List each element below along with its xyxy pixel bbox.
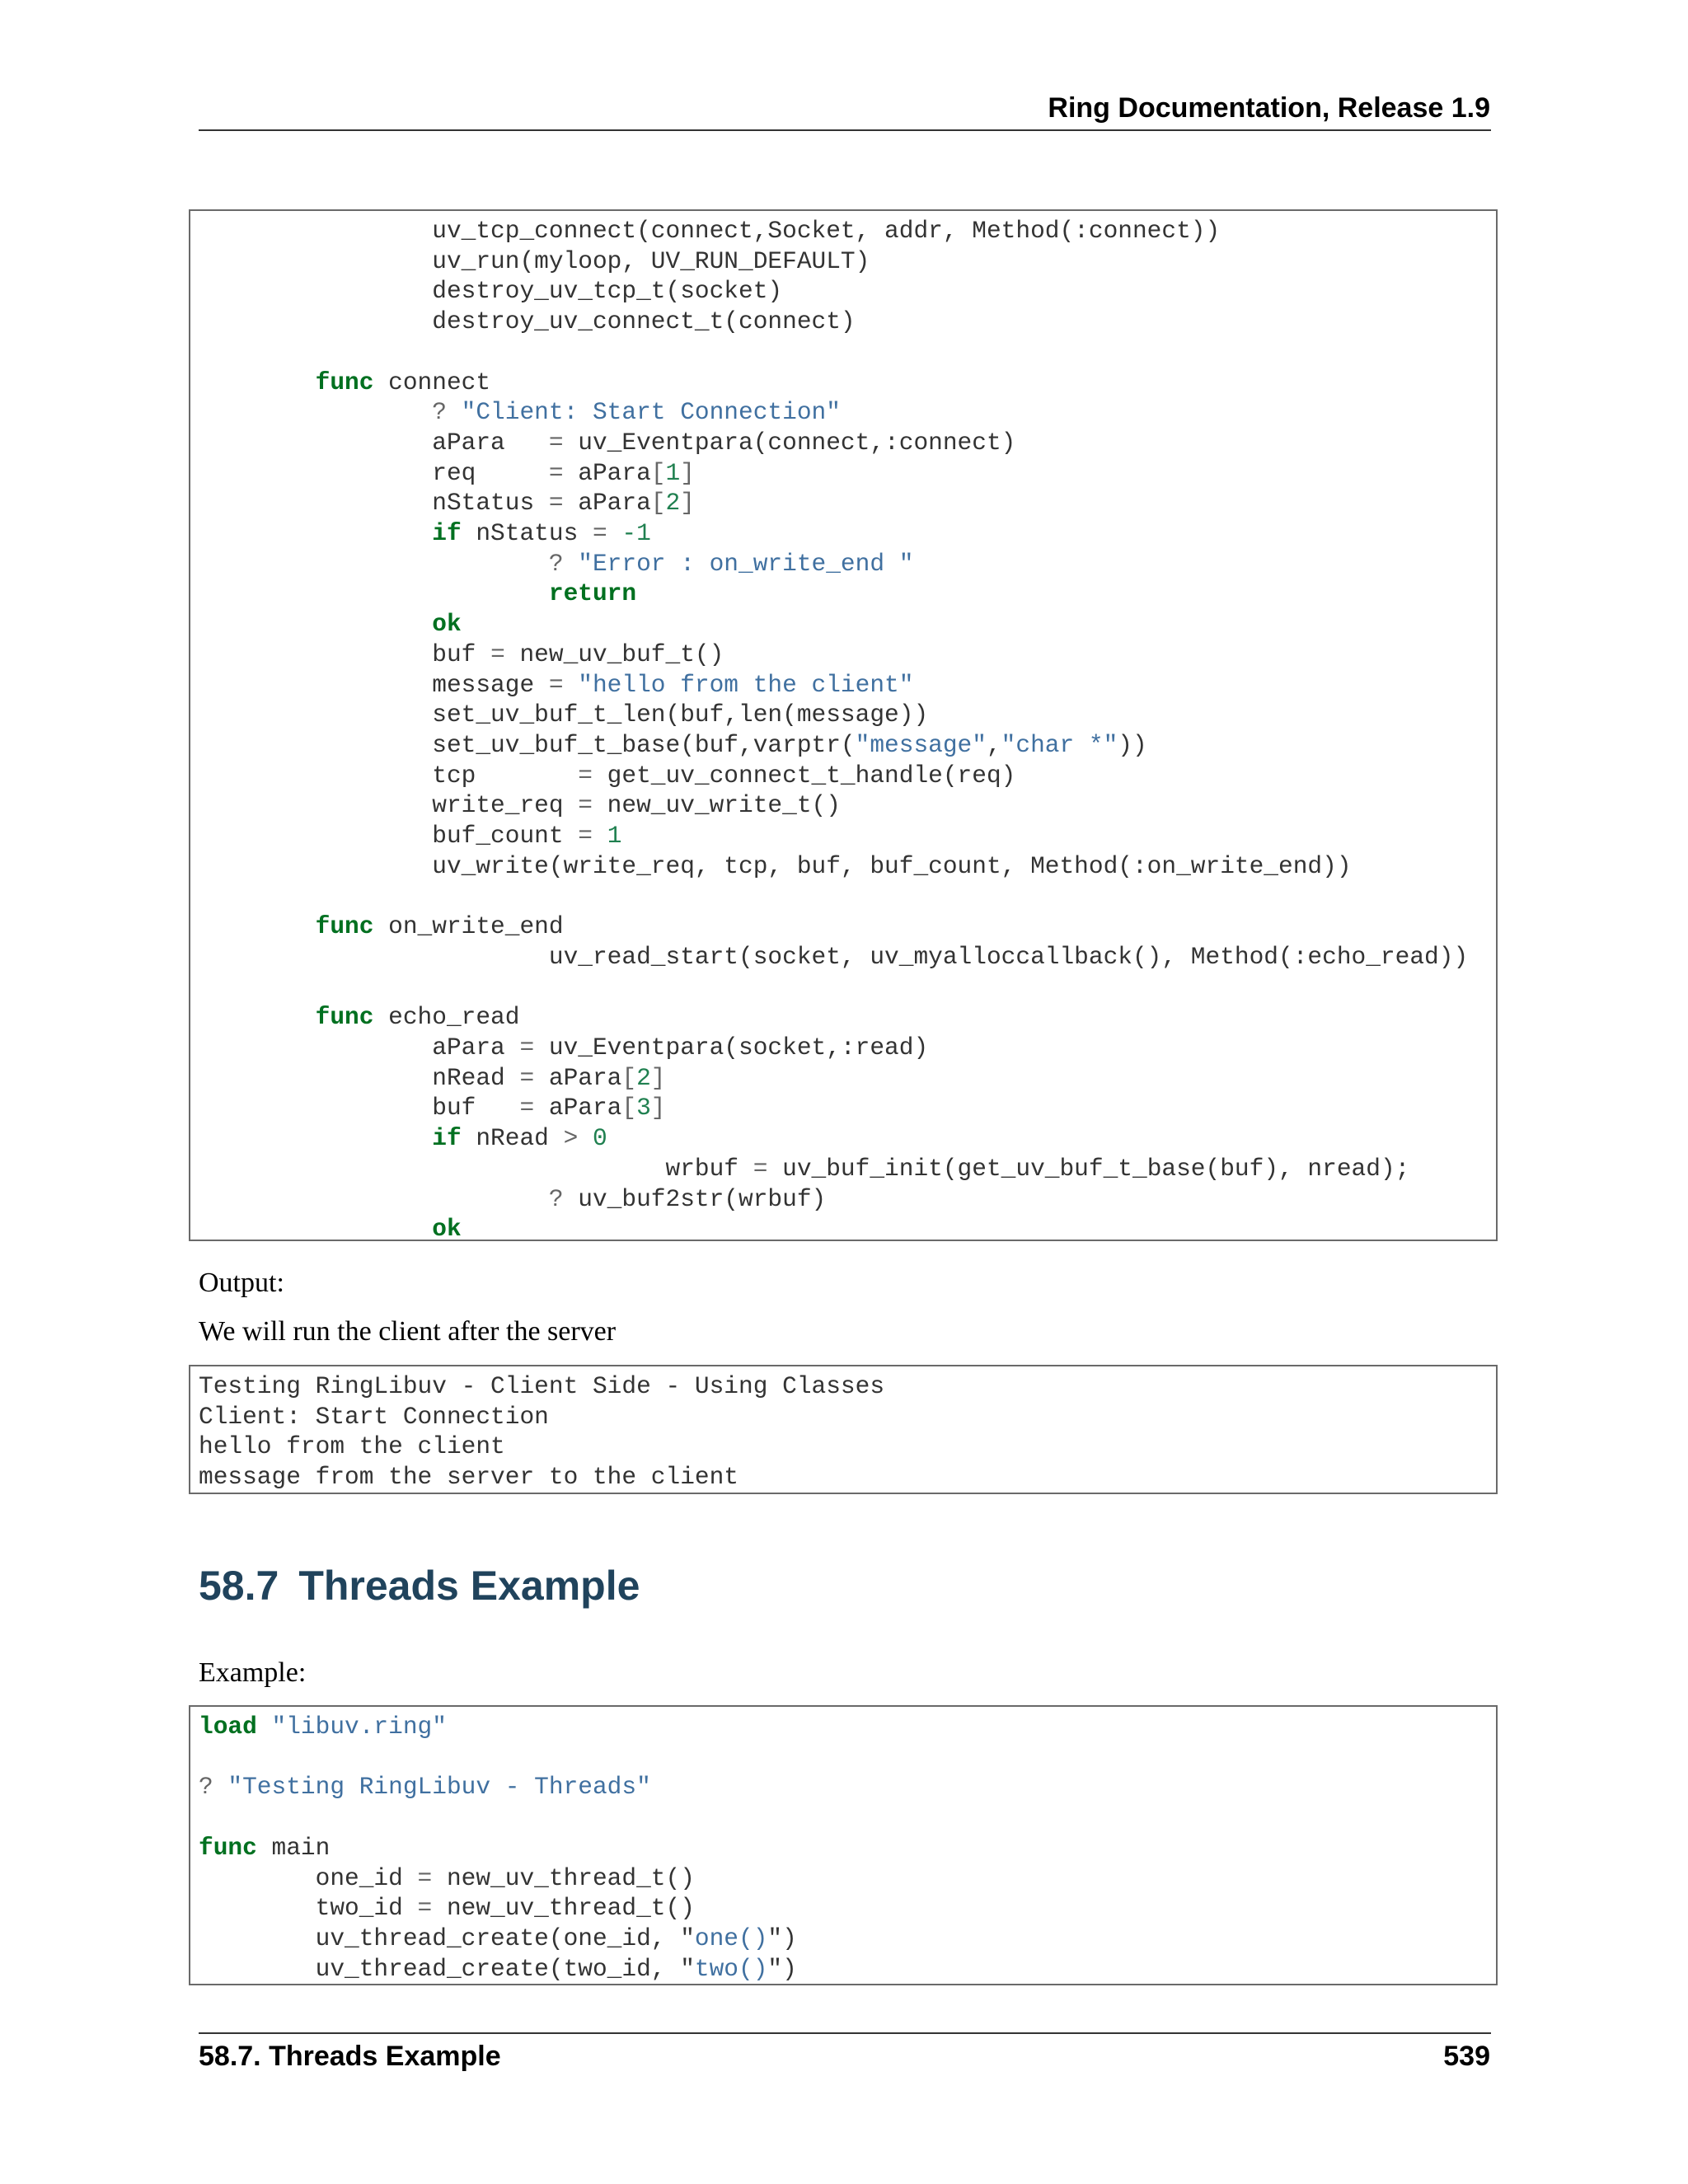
footer-rule (199, 2032, 1491, 2034)
running-header: Ring Documentation, Release 1.9 (1048, 92, 1490, 124)
section-number: 58.7 (199, 1563, 279, 1609)
section-heading (199, 1562, 640, 1610)
run-note: We will run the client after the server (199, 1316, 617, 1347)
header-rule (199, 129, 1491, 131)
output-block (189, 1365, 1498, 1494)
code-block-threads (189, 1705, 1498, 1985)
footer-section: 58.7. Threads Example (199, 2041, 501, 2072)
example-label: Example: (199, 1657, 307, 1688)
threads-listing: load "libuv.ring" ? "Testing RingLibuv - Threads" func main one_id = new_uv_thread_t() two_id = new_uv_thread_t() uv_thread_create(one_id, "one()") uv_thread_create(two_id, "two()") (199, 1713, 797, 1983)
output-listing: Testing RingLibuv - Client Side - Using Classes Client: Start Connection hello from the client message from the server to the client (199, 1372, 885, 1492)
page-number: 539 (1443, 2041, 1490, 2072)
code-block-client-class (189, 209, 1498, 1241)
section-title-text: Threads Example (298, 1563, 640, 1609)
output-label: Output: (199, 1268, 284, 1298)
code-listing: uv_tcp_connect(connect,Socket, addr, Method(:connect)) uv_run(myloop, UV_RUN_DEFAULT) destroy_uv_tcp_t(socket) destroy_uv_connect_t(connect) func connect ? "Client: Start Connection" aPara = uv_Eventpara(connect,:connect) req = aPara[1] nStatus = aPara[2] if nStatus = -1 ? "Error : on_write_end " return ok buf = new_uv_buf_t() message = "hello from the client" set_uv_buf_t_len(buf,len(message)) set_uv_buf_t_base(buf,varptr("message","char *")) tcp = get_uv_connect_t_handle(req) write_req = new_uv_write_t() buf_count = 1 uv_write(write_req, tcp, buf, buf_count, Method(:on_write_end)) func on_write_end uv_read_start(socket, uv_myalloccallback(), Method(:echo_read)) func echo_read aPara = uv_Eventpara(socket,:read) nRead = aPara[2] buf = aPara[3] if nRead > 0 wrbuf = uv_buf_init(get_uv_buf_t_base(buf), nread); ? uv_buf2str(wrbuf) ok (199, 217, 1469, 1241)
